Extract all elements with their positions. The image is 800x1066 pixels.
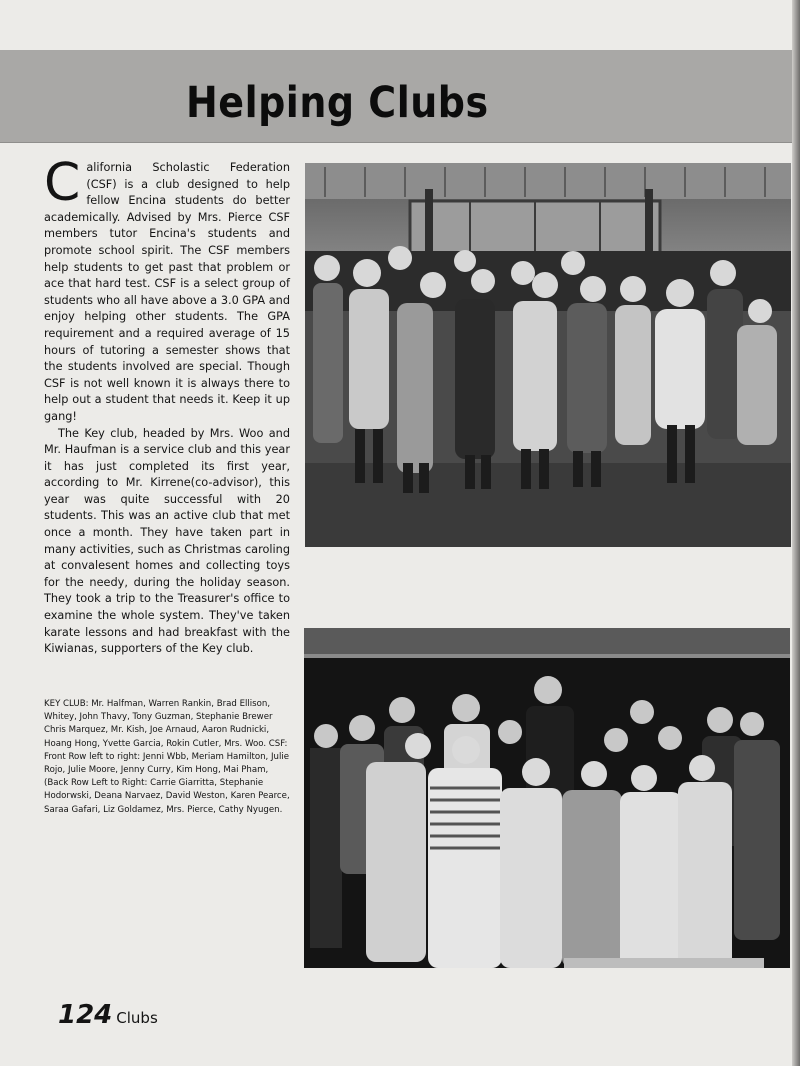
csf-group-photo bbox=[305, 163, 791, 547]
photo-caption: KEY CLUB: Mr. Halfman, Warren Rankin, Brad Ellison, Whitey, John Thavy, Tony Guzman, Stephanie Brewer Chris Marquez, Mr. Kish, Joe Arnaud, Aaron Rudnicki, Hoang Hong, Yvette Garcia, Rokin Cutler, Mrs. Woo. CSF: Front Row left to right: Jenni Wbb, Meriam Hamilton, Julie Rojo, Julie Moore, Jenny Curry, Kim Hong, Mai Pham, (Back Row Left to Right: Carrie Giarritta, Stephanie Hodorwski, Deana Narvaez, David Weston, Karen Pearce, Saraa Gafari, Liz Goldamez, Mrs. Pierce, Cathy Nyugen. bbox=[44, 699, 290, 815]
page-title: Helping Clubs bbox=[186, 78, 489, 128]
key-club-photo-illustration bbox=[304, 628, 790, 968]
page-edge bbox=[792, 0, 800, 1066]
divider bbox=[0, 142, 800, 143]
article-paragraph-2: The Key club, headed by Mrs. Woo and Mr. Haufman is a service club and this year it has just completed its first year, according to Mr. Kirrene(co-advisor), this year was quite successful with 20 students. This was an active club that met once a month. They have taken part in many activities, such as Christmas caroling at convalesent homes and collecting toys for the needy, during the holiday season. They took a trip to the Treasurer's office to examine the whole system. They've taken karate lessons and had breakfast with the Kiwianas, supporters of the Key club. bbox=[44, 426, 290, 656]
folio bbox=[58, 1000, 158, 1030]
csf-photo-illustration bbox=[305, 163, 791, 547]
drop-cap: C bbox=[44, 153, 81, 213]
key-club-group-photo bbox=[304, 628, 790, 968]
page-number: 124 bbox=[58, 1000, 113, 1030]
section-label: Clubs bbox=[116, 1009, 158, 1027]
paragraph-1-text: alifornia Scholastic Federation (CSF) is a club designed to help fellow Encina students do better academically. Advised by Mrs. Pierce CSF members tutor Encina's students and promote school spirit. The CSF members help students to get past that problem or ace that hard test. CSF is a select group of students who all have above a 3.0 GPA and enjoy helping other students. The GPA requirement and a required average of 15 hours of tutoring a semester shows that the students involved are special. Though CSF is not well known it is always there to help out a student that needs it. Keep it up gang! bbox=[44, 161, 290, 423]
article-body bbox=[44, 153, 290, 658]
article-paragraph-1 bbox=[44, 153, 290, 426]
